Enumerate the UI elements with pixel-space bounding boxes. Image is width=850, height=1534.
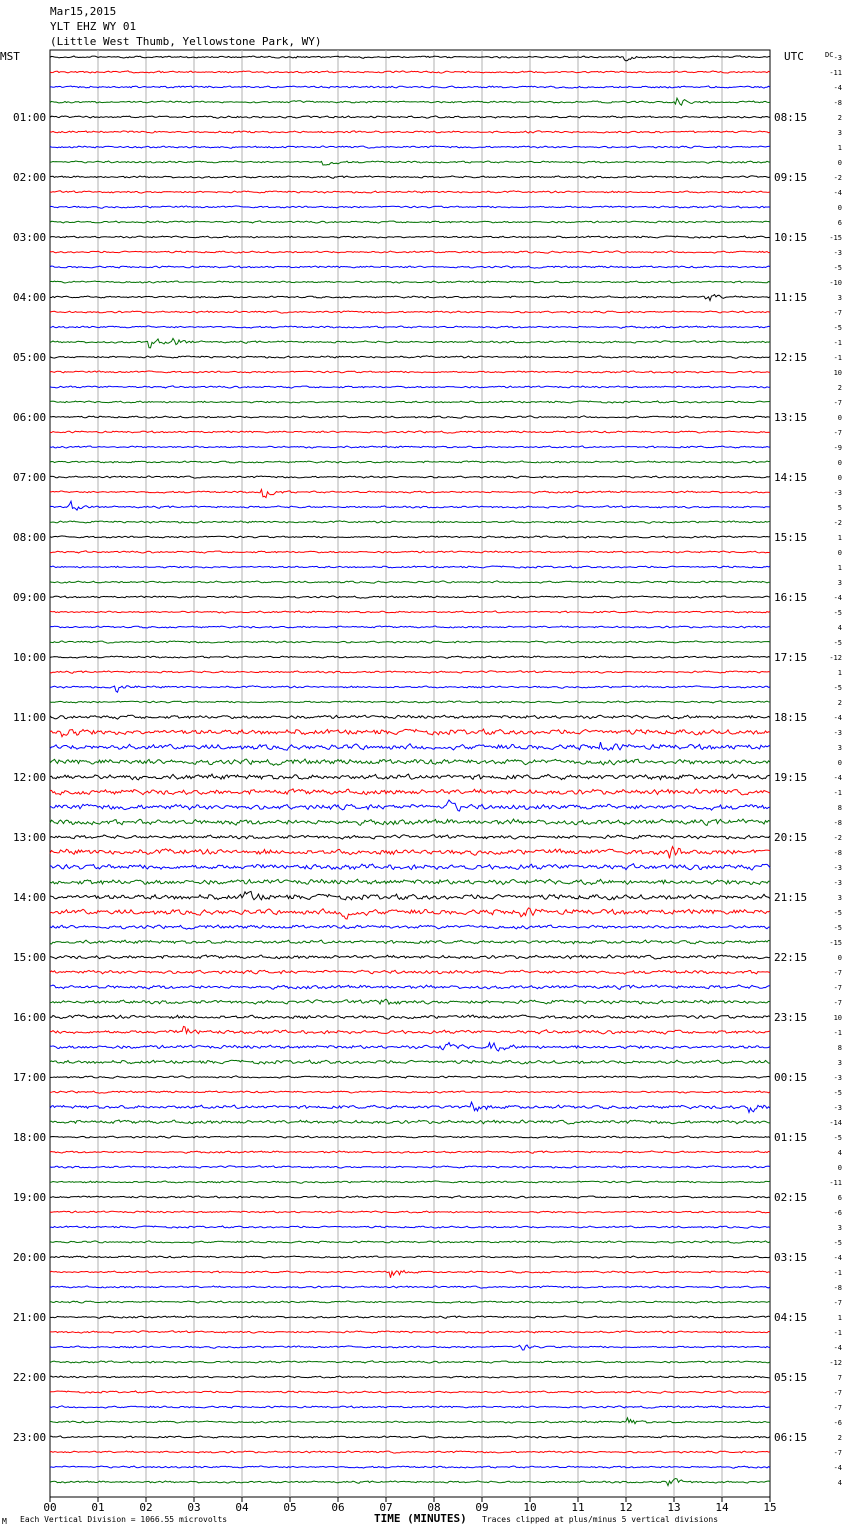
seismic-trace [50,1376,770,1378]
seismic-trace [50,656,770,658]
mst-hour-label: 14:00 [13,891,47,904]
dc-offset-label: 0 [837,474,842,482]
dc-offset-label: -12 [829,654,842,662]
seismic-trace [50,1361,770,1363]
dc-offset-label: 3 [837,894,842,902]
seismic-trace [50,521,770,523]
dc-offset-label: 4 [837,1149,842,1157]
utc-hour-label: 22:15 [774,951,808,964]
seismic-trace [50,940,770,944]
dc-offset-label: -1 [833,789,842,797]
seismic-trace [50,251,770,253]
dc-offset-label: -7 [833,969,842,977]
dc-offset-label: -14 [829,1119,842,1127]
x-tick-label: 10 [523,1501,537,1514]
x-tick-label: 12 [619,1501,633,1514]
dc-offset-label: -4 [833,189,842,197]
seismic-trace [50,1436,770,1438]
seismic-trace [50,1316,770,1318]
dc-offset-label: -7 [833,999,842,1007]
seismic-trace [50,879,770,884]
dc-offset-label: 10 [833,1014,842,1022]
dc-offset-label: -9 [833,444,842,452]
dc-offset-label: 1 [837,564,842,572]
dc-offset-label: -5 [833,924,842,932]
seismic-trace [50,490,770,498]
dc-offset-label: -1 [833,1329,842,1337]
mst-hour-label: 22:00 [13,1371,47,1384]
dc-offset-label: 3 [837,1059,842,1067]
utc-hour-label: 17:15 [774,651,808,664]
mst-hour-label: 17:00 [13,1071,47,1084]
x-tick-label: 08 [427,1501,441,1514]
seismic-trace [50,686,770,692]
seismic-trace [50,1406,770,1408]
dc-offset-label: 6 [837,1194,842,1202]
mst-hour-label: 07:00 [13,471,47,484]
seismic-trace [50,191,770,193]
seismic-trace [50,1043,770,1052]
dc-offset-label: 4 [837,624,842,632]
dc-offset-label: -1 [833,339,842,347]
dc-offset-label: -11 [829,1179,842,1187]
seismic-trace [50,759,770,765]
dc-offset-label: 0 [837,204,842,212]
x-tick-label: 09 [475,1501,489,1514]
utc-hour-label: 03:15 [774,1251,808,1264]
seismic-trace [50,864,770,870]
scale-note: Each Vertical Division = 1066.55 microvolts [20,1515,228,1524]
seismic-trace [50,611,770,613]
seismic-trace [50,1060,770,1064]
utc-hour-label: 16:15 [774,591,808,604]
x-tick-label: 06 [331,1501,345,1514]
utc-hour-label: 20:15 [774,831,808,844]
dc-offset-label: 0 [837,1164,842,1172]
mst-hour-label: 02:00 [13,171,47,184]
utc-hour-label: 04:15 [774,1311,808,1324]
scale-prefix: M [2,1517,7,1526]
dc-offset-label: -11 [829,69,842,77]
seismic-trace [50,1345,770,1350]
utc-hour-label: 13:15 [774,411,808,424]
mst-hour-label: 04:00 [13,291,47,304]
header-location: (Little West Thumb, Yellowstone Park, WY) [50,35,322,48]
seismic-trace [50,908,770,919]
x-tick-label: 11 [571,1501,585,1514]
dc-offset-label: 6 [837,219,842,227]
dc-offset-label: -2 [833,174,842,182]
seismic-trace [50,789,770,795]
mst-hour-label: 01:00 [13,111,47,124]
mst-hour-label: 19:00 [13,1191,47,1204]
mst-hour-label: 16:00 [13,1011,47,1024]
seismic-trace [50,955,770,959]
dc-offset-label: 1 [837,144,842,152]
dc-offset-label: 3 [837,744,842,752]
dc-offset-label: -5 [833,639,842,647]
dc-offset-label: -12 [829,1359,842,1367]
dc-offset-label: 3 [837,1224,842,1232]
utc-hour-label: 05:15 [774,1371,808,1384]
utc-hour-label: 09:15 [774,171,808,184]
seismic-trace [50,1241,770,1243]
seismic-trace [50,236,770,238]
dc-offset-label: 3 [837,294,842,302]
seismic-trace [50,729,770,737]
utc-hour-label: 06:15 [774,1431,808,1444]
utc-hour-label: 11:15 [774,291,808,304]
mst-hour-label: 08:00 [13,531,47,544]
dc-offset-label: -2 [833,834,842,842]
seismic-trace [50,566,770,568]
dc-offset-label: -8 [833,819,842,827]
seismic-trace [50,416,770,418]
seismic-trace [50,800,770,811]
dc-offset-label: 10 [833,369,842,377]
dc-offset-label: -3 [833,489,842,497]
dc-offset-label: -4 [833,1464,842,1472]
dc-offset-label: 1 [837,534,842,542]
seismic-trace [50,891,770,900]
dc-offset-label: 2 [837,114,842,122]
seismic-trace [50,386,770,388]
seismic-trace [50,1286,770,1288]
seismic-trace [50,1271,770,1278]
utc-hour-label: 21:15 [774,891,808,904]
dc-offset-label: -5 [833,609,842,617]
dc-offset-label: -4 [833,714,842,722]
seismic-trace [50,161,770,165]
seismic-trace [50,626,770,628]
utc-hour-label: 12:15 [774,351,808,364]
seismic-trace [50,86,770,88]
seismic-trace [50,56,770,61]
x-tick-label: 13 [667,1501,681,1514]
mst-hour-label: 12:00 [13,771,47,784]
seismic-trace [50,1256,770,1258]
seismic-trace [50,1391,770,1393]
dc-offset-label: -3 [833,1104,842,1112]
dc-offset-label: -7 [833,984,842,992]
dc-offset-label: -15 [829,234,842,242]
seismic-trace [50,1479,770,1486]
seismic-trace [50,446,770,448]
seismic-trace [50,1015,770,1019]
seismic-trace [50,581,770,583]
dc-offset-label: -1 [833,354,842,362]
seismic-trace [50,551,770,553]
seismic-trace [50,266,770,268]
dc-offset-label: -6 [833,1209,842,1217]
dc-offset-label: 1 [837,1314,842,1322]
dc-offset-label: -3 [833,879,842,887]
x-tick-label: 00 [43,1501,57,1514]
mst-hour-label: 05:00 [13,351,47,364]
dc-header: DC [825,51,834,59]
mst-hour-label: 09:00 [13,591,47,604]
seismic-trace [50,1181,770,1183]
dc-offset-label: 2 [837,1434,842,1442]
utc-hour-label: 15:15 [774,531,808,544]
dc-offset-label: 7 [837,1374,842,1382]
seismic-trace [50,596,770,598]
dc-offset-label: -3 [833,1074,842,1082]
mst-hour-label: 13:00 [13,831,47,844]
seismic-trace [50,98,770,105]
seismic-trace [50,476,770,478]
utc-hour-label: 14:15 [774,471,808,484]
header-date: Mar15,2015 [50,5,117,18]
dc-offset-label: -7 [833,1449,842,1457]
seismic-trace [50,847,770,859]
mst-hour-label: 06:00 [13,411,47,424]
dc-offset-label: 5 [837,504,842,512]
dc-offset-label: -5 [833,1089,842,1097]
mst-hour-label: 21:00 [13,1311,47,1324]
seismic-trace [50,371,770,373]
x-tick-label: 05 [283,1501,297,1514]
mst-hour-label: 03:00 [13,231,47,244]
dc-offset-label: -8 [833,1284,842,1292]
seismic-trace [50,401,770,403]
dc-offset-label: -4 [833,594,842,602]
dc-offset-label: -2 [833,519,842,527]
seismic-trace [50,431,770,433]
dc-offset-label: -15 [829,939,842,947]
utc-hour-label: 02:15 [774,1191,808,1204]
seismic-trace [50,970,770,974]
seismic-trace [50,715,770,719]
seismic-trace [50,999,770,1004]
dc-offset-label: 0 [837,759,842,767]
dc-offset-label: -8 [833,849,842,857]
seismic-trace [50,1091,770,1093]
dc-offset-label: -3 [833,729,842,737]
dc-offset-label: 0 [837,954,842,962]
seismic-trace [50,326,770,328]
utc-hour-label: 01:15 [774,1131,808,1144]
dc-offset-label: 0 [837,549,842,557]
seismic-trace [50,1151,770,1153]
dc-offset-label: -4 [833,1254,842,1262]
x-tick-label: 02 [139,1501,153,1514]
dc-offset-label: -7 [833,429,842,437]
mst-hour-label: 18:00 [13,1131,47,1144]
dc-offset-label: -7 [833,399,842,407]
utc-hour-label: 00:15 [774,1071,808,1084]
dc-offset-label: -1 [833,1269,842,1277]
dc-offset-label: -6 [833,1419,842,1427]
dc-offset-label: -3 [833,54,842,62]
seismic-trace [50,1196,770,1198]
dc-offset-label: 8 [837,804,842,812]
x-tick-label: 14 [715,1501,729,1514]
seismic-trace [50,501,770,510]
seismic-trace [50,536,770,538]
utc-hour-label: 19:15 [774,771,808,784]
x-tick-label: 04 [235,1501,249,1514]
seismic-trace [50,221,770,223]
dc-offset-label: -7 [833,309,842,317]
dc-offset-label: 0 [837,159,842,167]
seismic-trace [50,1331,770,1333]
header-station: YLT EHZ WY 01 [50,20,137,33]
dc-offset-label: -5 [833,1134,842,1142]
mst-hour-label: 10:00 [13,651,47,664]
dc-offset-label: 2 [837,384,842,392]
dc-offset-label: -8 [833,99,842,107]
dc-offset-label: -5 [833,264,842,272]
x-axis-title: TIME (MINUTES) [374,1512,467,1525]
dc-offset-label: -5 [833,909,842,917]
seismic-trace [50,311,770,313]
seismic-trace [50,742,770,750]
seismic-trace [50,176,770,179]
x-tick-label: 15 [763,1501,777,1514]
seismic-trace [50,985,770,989]
seismic-trace [50,1301,770,1303]
dc-offset-label: -10 [829,279,842,287]
mst-axis-label: MST [0,50,20,63]
dc-offset-label: -5 [833,1239,842,1247]
seismic-trace [50,1026,770,1034]
dc-offset-label: 1 [837,669,842,677]
seismic-trace [50,295,770,301]
seismic-trace [50,671,770,674]
utc-hour-label: 23:15 [774,1011,808,1024]
dc-offset-label: -4 [833,1344,842,1352]
seismic-trace [50,701,770,703]
seismic-trace [50,1120,770,1124]
seismic-trace [50,146,770,148]
dc-offset-label: -4 [833,774,842,782]
seismic-trace [50,819,770,826]
dc-offset-label: 4 [837,1479,842,1487]
seismic-trace [50,925,770,929]
mst-hour-label: 23:00 [13,1431,47,1444]
seismic-trace [50,131,770,133]
dc-offset-label: -3 [833,249,842,257]
dc-offset-label: -7 [833,1299,842,1307]
seismic-trace [50,1211,770,1213]
dc-offset-label: 3 [837,579,842,587]
seismic-trace [50,1102,770,1112]
seismic-trace [50,281,770,283]
dc-offset-label: -5 [833,684,842,692]
seismic-trace [50,1136,770,1138]
seismic-trace [50,461,770,463]
x-tick-label: 01 [91,1501,105,1514]
seismic-trace [50,835,770,839]
dc-offset-label: -5 [833,324,842,332]
seismic-trace [50,356,770,358]
seismic-trace [50,1466,770,1468]
mst-hour-label: 15:00 [13,951,47,964]
seismic-trace [50,1076,770,1078]
dc-offset-label: -7 [833,1389,842,1397]
seismic-trace [50,641,770,643]
dc-offset-label: -7 [833,1404,842,1412]
dc-offset-label: -3 [833,864,842,872]
dc-offset-label: 3 [837,129,842,137]
dc-offset-label: 2 [837,699,842,707]
utc-hour-label: 10:15 [774,231,808,244]
seismic-trace [50,774,770,780]
mst-hour-label: 11:00 [13,711,47,724]
seismic-trace [50,206,770,208]
seismic-trace [50,1166,770,1168]
utc-hour-label: 18:15 [774,711,808,724]
dc-offset-label: -1 [833,1029,842,1037]
seismic-trace [50,71,770,73]
dc-offset-label: 0 [837,459,842,467]
seismic-trace [50,338,770,347]
clip-note: Traces clipped at plus/minus 5 vertical divisions [482,1515,719,1524]
seismic-trace [50,1418,770,1424]
dc-offset-label: -4 [833,84,842,92]
seismic-trace [50,116,770,118]
x-tick-label: 03 [187,1501,201,1514]
seismic-trace [50,1451,770,1453]
dc-offset-label: 8 [837,1044,842,1052]
dc-offset-label: 0 [837,414,842,422]
utc-axis-label: UTC [784,50,804,63]
mst-hour-label: 20:00 [13,1251,47,1264]
utc-hour-label: 08:15 [774,111,808,124]
x-tick-label: 07 [379,1501,393,1514]
seismic-trace [50,1226,770,1228]
